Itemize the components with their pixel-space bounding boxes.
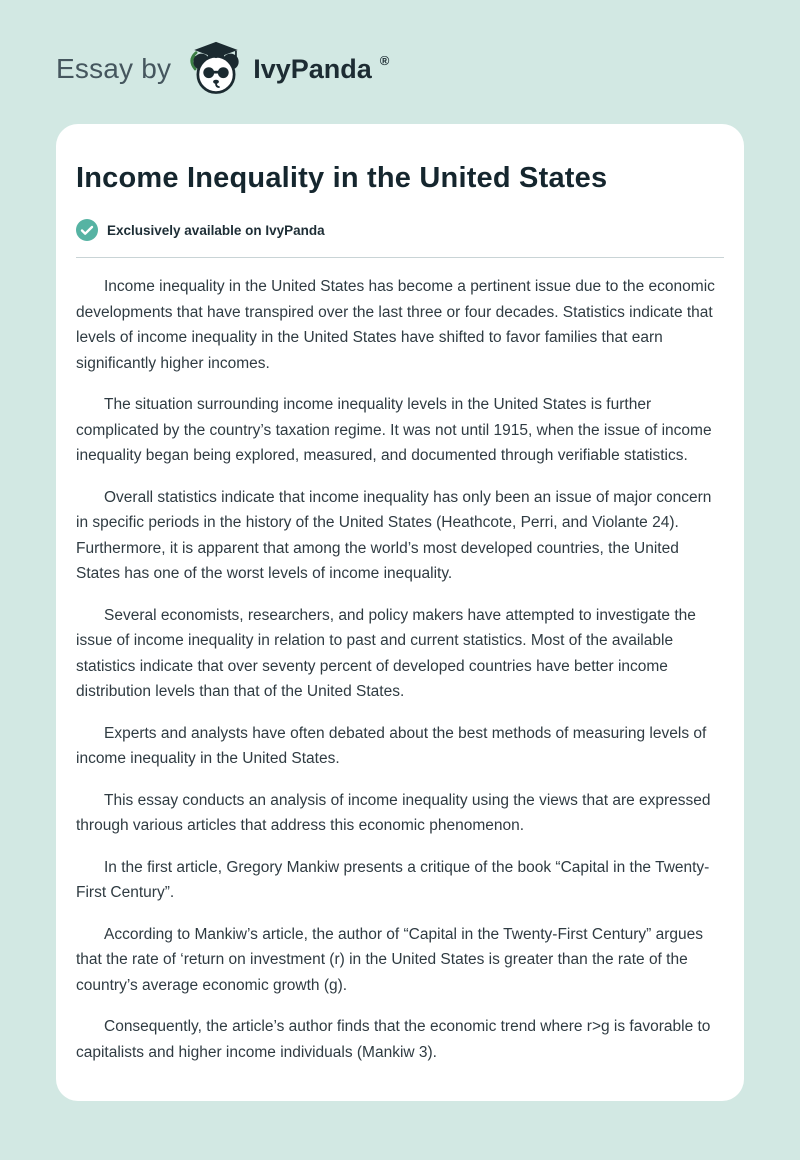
check-circle-icon bbox=[76, 219, 98, 241]
essay-paragraph: Several economists, researchers, and policy makers have attempted to investigate the issue of income inequality in relation to past and current statistics. Most of the available statistics indicate that over seventy percent of developed countries have better income distribution levels than that of the United States. bbox=[76, 606, 696, 700]
essay-paragraph: In the first article, Gregory Mankiw presents a critique of the book “Capital in the Twenty-First Century”. bbox=[76, 858, 710, 901]
divider bbox=[76, 257, 724, 258]
essay-paragraph: The situation surrounding income inequality levels in the United States is further complicated by the country’s taxation regime. It was not until 1915, when the issue of income inequality began being explored, measured, and documented through verifiable statistics. bbox=[76, 396, 712, 464]
essay-paragraph: Experts and analysts have often debated about the best methods of measuring levels of income inequality in the United States. bbox=[76, 724, 707, 767]
site-header bbox=[0, 0, 800, 98]
registered-trademark: ® bbox=[379, 52, 390, 68]
availability-badge-label: Exclusively available on IvyPanda bbox=[107, 222, 325, 238]
panda-graduate-icon bbox=[187, 40, 245, 98]
essay-paragraph: This essay conducts an analysis of income inequality using the views that are expressed through various articles that address this economic phenomenon. bbox=[76, 791, 711, 834]
essay-paragraph: Income inequality in the United States has become a pertinent issue due to the economic developments that have transpired over the last three or four decades. Statistics indicate that levels of income inequality in the United States have shifted to favor families that earn significantly higher incomes. bbox=[76, 278, 715, 372]
essay-by-label: Essay by bbox=[56, 53, 172, 84]
essay-card bbox=[56, 124, 744, 1101]
brand-name: IvyPanda bbox=[253, 53, 372, 84]
page-title: Income Inequality in the United States bbox=[76, 162, 608, 194]
ivypanda-logo bbox=[187, 40, 389, 98]
availability-badge bbox=[76, 219, 724, 241]
essay-paragraph: Consequently, the article’s author finds that the economic trend where r>g is favorable to capitalists and higher income individuals (Mankiw 3). bbox=[76, 1018, 711, 1061]
essay-body bbox=[76, 274, 724, 1065]
essay-paragraph: Overall statistics indicate that income inequality has only been an issue of major concern in specific periods in the history of the United States (Heathcote, Perri, and Violante 24). Furthermore, it is apparent that among the world’s most developed countries, the United States has one of the worst levels of income inequality. bbox=[76, 488, 712, 582]
essay-paragraph: According to Mankiw’s article, the author of “Capital in the Twenty-First Century” argues that the rate of ‘return on investment (r) in the United States is greater than the rate of the country’s average economic growth (g). bbox=[76, 925, 704, 994]
